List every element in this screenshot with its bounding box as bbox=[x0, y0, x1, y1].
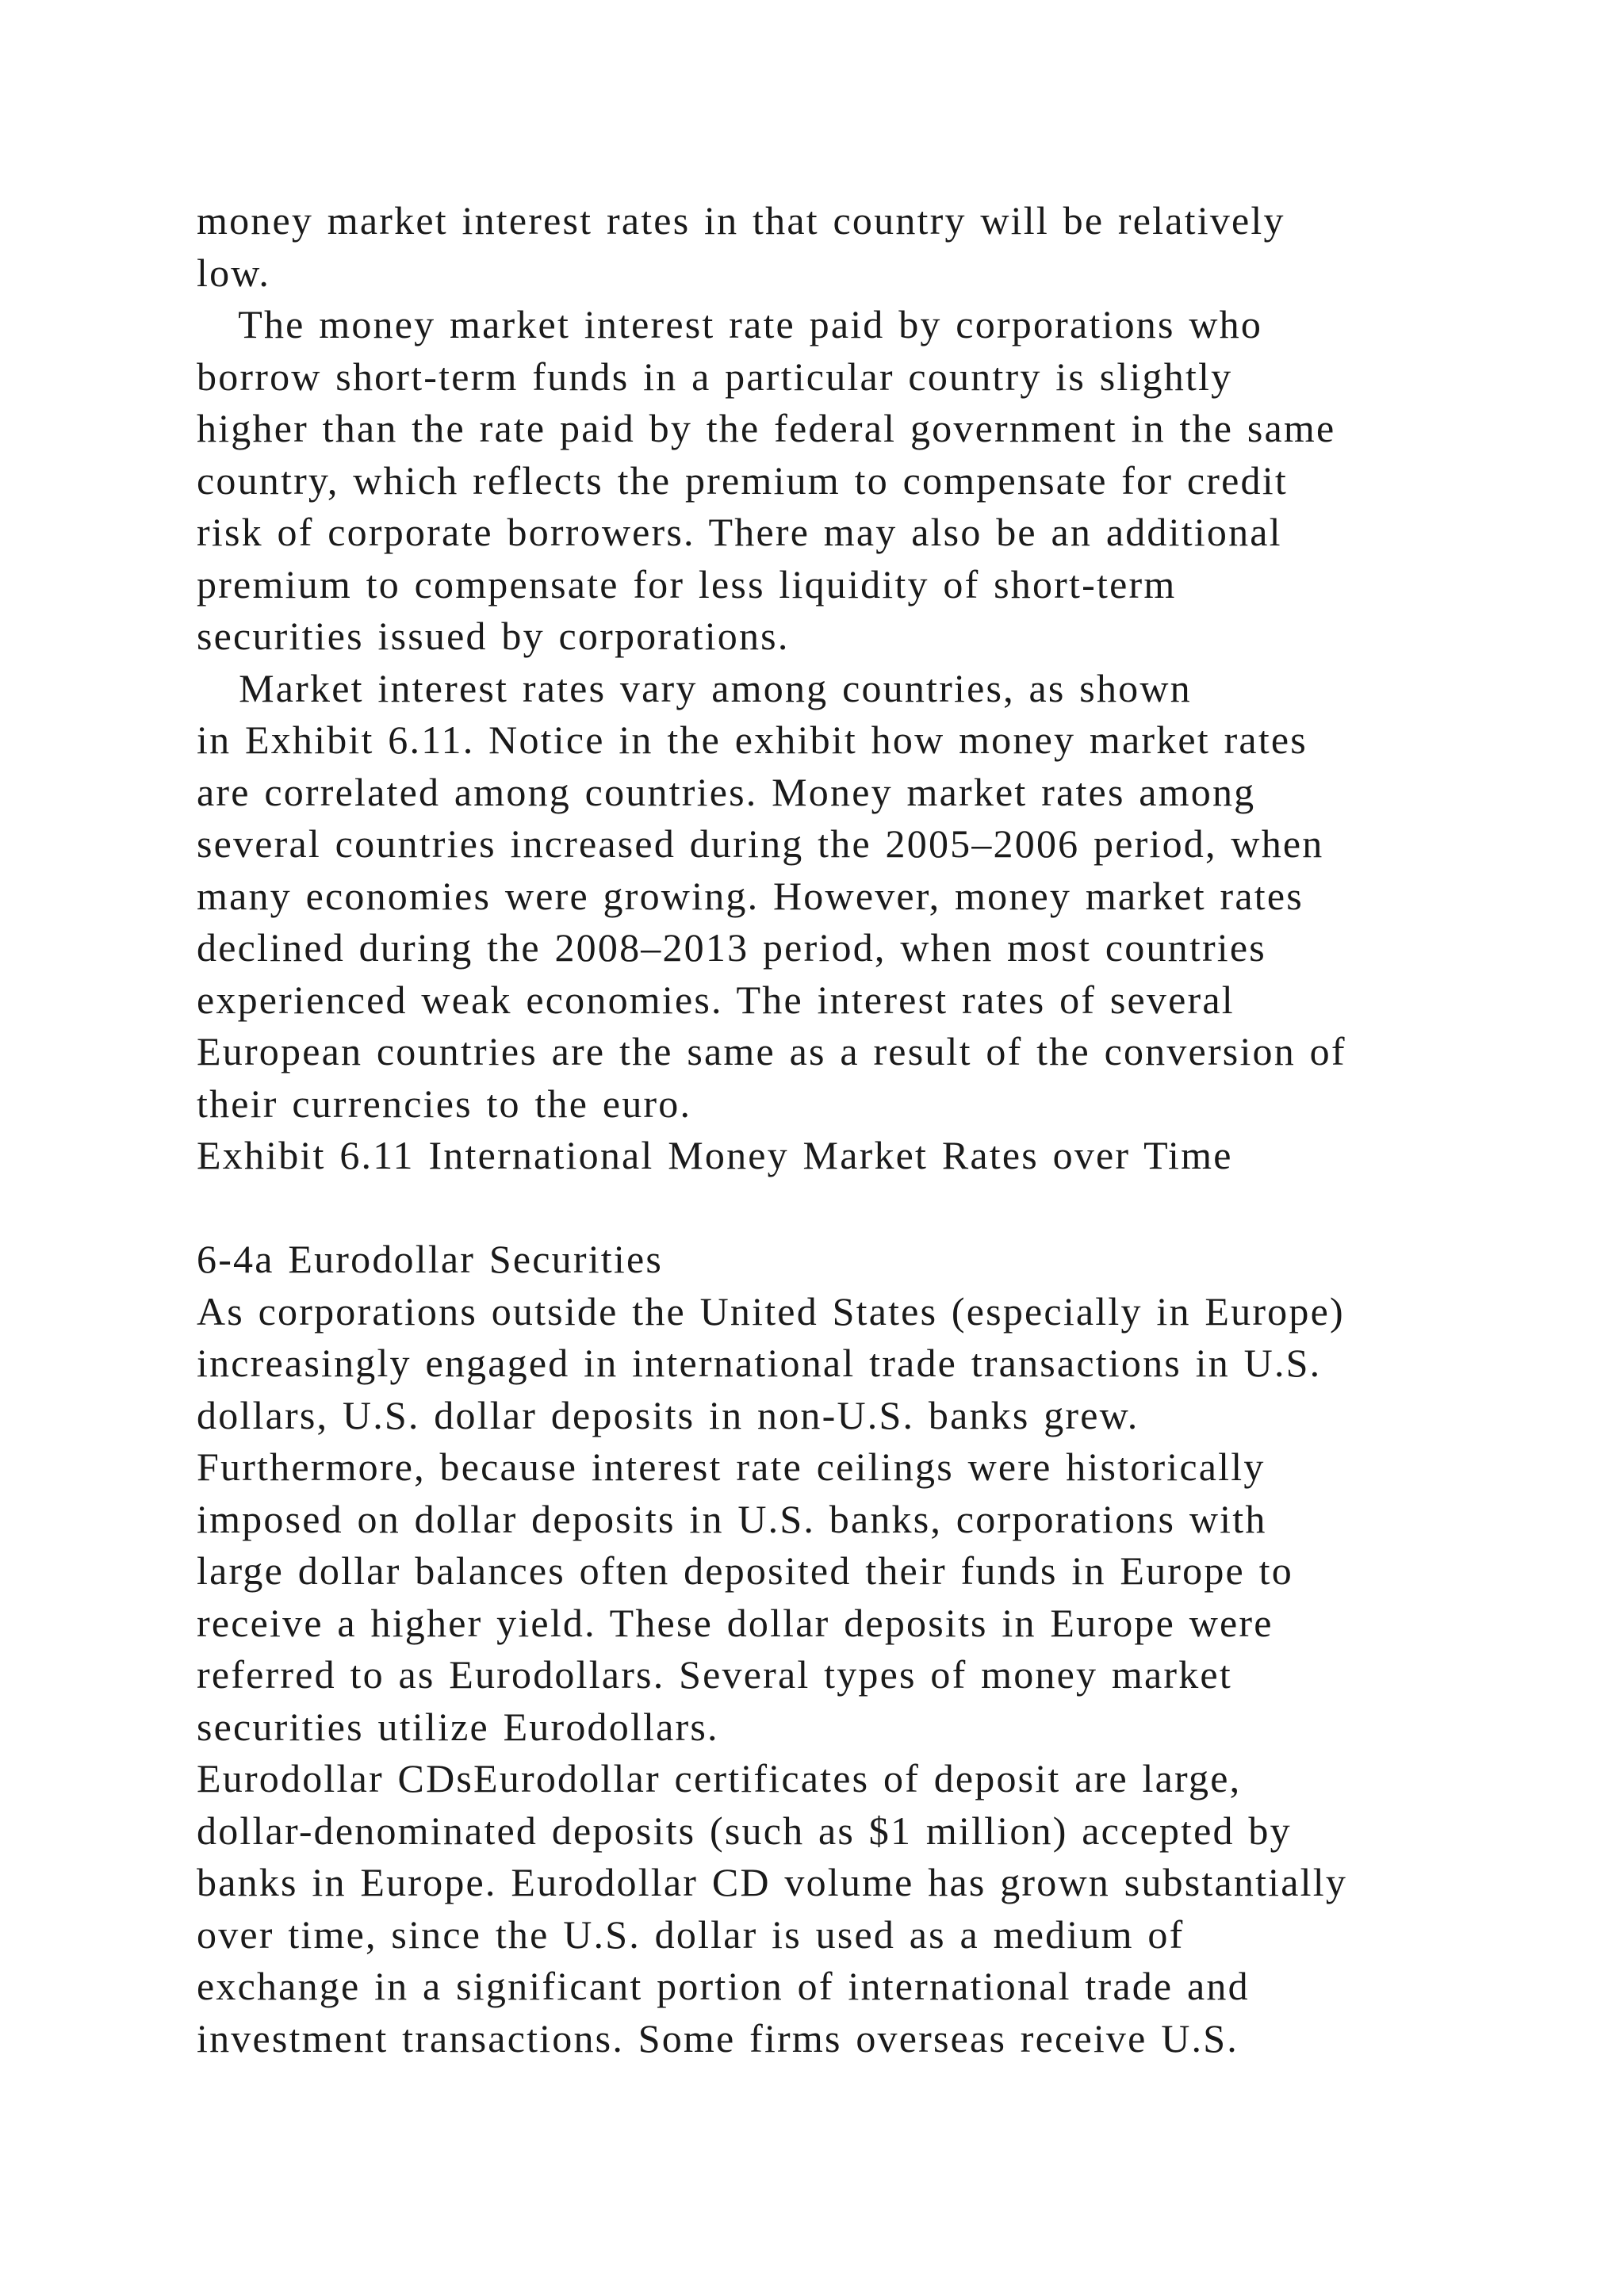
subsection-heading: Eurodollar CDsEurodollar certificates of deposit are large, bbox=[197, 1756, 1242, 1800]
text-line: Market interest rates vary among countries, as shown bbox=[197, 665, 1192, 710]
text-line: Furthermore, because interest rate ceilings were historically bbox=[197, 1445, 1266, 1489]
text-line: exchange in a significant portion of international trade and bbox=[197, 1964, 1250, 2008]
text-line: are correlated among countries. Money market rates among bbox=[197, 769, 1256, 814]
text-line: declined during the 2008–2013 period, when most countries bbox=[197, 925, 1266, 970]
exhibit-caption: Exhibit 6.11 International Money Market Rates over Time bbox=[197, 1133, 1233, 1177]
text-line: low. bbox=[197, 250, 271, 295]
text-line: borrow short-term funds in a particular country is slightly bbox=[197, 354, 1233, 399]
text-line: higher than the rate paid by the federal government in the same bbox=[197, 406, 1336, 450]
text-line: large dollar balances often deposited their funds in Europe to bbox=[197, 1548, 1293, 1593]
text-line: several countries increased during the 2005–2006 period, when bbox=[197, 821, 1324, 866]
text-line: European countries are the same as a result of the conversion of bbox=[197, 1029, 1346, 1073]
text-line: As corporations outside the United States (especially in Europe) bbox=[197, 1288, 1345, 1334]
text-line: many economies were growing. However, money market rates bbox=[197, 873, 1304, 918]
document-page bbox=[197, 195, 1561, 2064]
text-line: risk of corporate borrowers. There may also be an additional bbox=[197, 510, 1282, 554]
text-line: money market interest rates in that country will be relatively bbox=[197, 198, 1285, 243]
text-line: increasingly engaged in international trade transactions in U.S. bbox=[197, 1341, 1322, 1385]
text-line: The money market interest rate paid by corporations who bbox=[197, 302, 1263, 346]
text-line: securities issued by corporations. bbox=[197, 614, 790, 658]
text-line: imposed on dollar deposits in U.S. banks, corporations with bbox=[197, 1496, 1267, 1541]
text-line: banks in Europe. Eurodollar CD volume has grown substantially bbox=[197, 1860, 1348, 1904]
text-line: receive a higher yield. These dollar deposits in Europe were bbox=[197, 1600, 1274, 1645]
text-line: securities utilize Eurodollars. bbox=[197, 1704, 719, 1749]
text-line: in Exhibit 6.11. Notice in the exhibit how money market rates bbox=[197, 718, 1308, 762]
text-line: their currencies to the euro. bbox=[197, 1081, 692, 1126]
text-line: dollars, U.S. dollar deposits in non-U.S. banks grew. bbox=[197, 1392, 1139, 1437]
text-line: premium to compensate for less liquidity of short-term bbox=[197, 561, 1177, 607]
text-line: dollar-denominated deposits (such as $1 million) accepted by bbox=[197, 1808, 1292, 1853]
section-heading: 6-4a Eurodollar Securities bbox=[197, 1237, 664, 1281]
text-line: investment transactions. Some firms overseas receive U.S. bbox=[197, 2015, 1239, 2061]
text-line: over time, since the U.S. dollar is used as a medium of bbox=[197, 1911, 1185, 1957]
text-line: country, which reflects the premium to compensate for credit bbox=[197, 457, 1288, 503]
text-line: experienced weak economies. The interest rates of several bbox=[197, 977, 1235, 1022]
text-line: referred to as Eurodollars. Several types of money market bbox=[197, 1652, 1232, 1697]
blank-line bbox=[197, 1182, 1561, 1234]
